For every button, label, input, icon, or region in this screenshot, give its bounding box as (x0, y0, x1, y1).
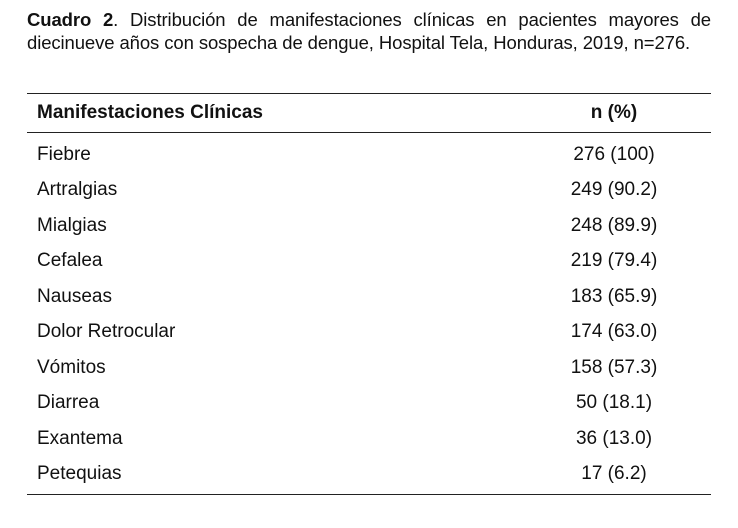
header-manifestations: Manifestaciones Clínicas (27, 94, 519, 133)
row-name: Exantema (37, 427, 123, 449)
row-name: Cefalea (37, 250, 103, 272)
table-row (27, 133, 711, 173)
row-name: Diarrea (37, 392, 100, 414)
row-name: Petequias (27, 457, 519, 495)
row-name: Vómitos (37, 356, 106, 378)
row-value: 249 (90.2) (570, 179, 658, 201)
table-caption (27, 8, 711, 54)
row-value: 183 (65.9) (570, 285, 658, 307)
table-row (27, 457, 711, 495)
row-value: 36 (13.0) (575, 427, 653, 449)
table-row (27, 350, 711, 386)
row-value: 50 (18.1) (575, 392, 653, 414)
caption-label: Cuadro 2 (27, 9, 114, 30)
row-value: 158 (57.3) (570, 356, 658, 378)
row-name: Dolor Retrocular (37, 321, 176, 343)
table-row (27, 386, 711, 422)
row-value: 248 (89.9) (570, 214, 658, 236)
header-n-percent: n (%) (519, 94, 711, 133)
row-value: 174 (63.0) (570, 321, 658, 343)
table-row (27, 208, 711, 244)
table-row (27, 421, 711, 457)
clinical-manifestations-table (27, 93, 711, 495)
table-row (27, 244, 711, 280)
row-name: Fiebre (37, 143, 91, 165)
row-name: Nauseas (37, 285, 112, 307)
table-row (27, 279, 711, 315)
row-name: Artralgias (37, 179, 118, 201)
row-value: 17 (6.2) (519, 457, 711, 495)
row-value: 276 (100) (573, 143, 655, 165)
table-row (27, 173, 711, 209)
caption-text: . Distribución de manifestaciones clínicas en pacientes mayores de diecinueve años con sospecha de dengue, Hospital Tela, Honduras, 2019, n=276. (27, 9, 711, 53)
table-row (27, 315, 711, 351)
row-name: Mialgias (37, 214, 107, 236)
table-header-row (27, 94, 711, 133)
row-value: 219 (79.4) (570, 250, 658, 272)
